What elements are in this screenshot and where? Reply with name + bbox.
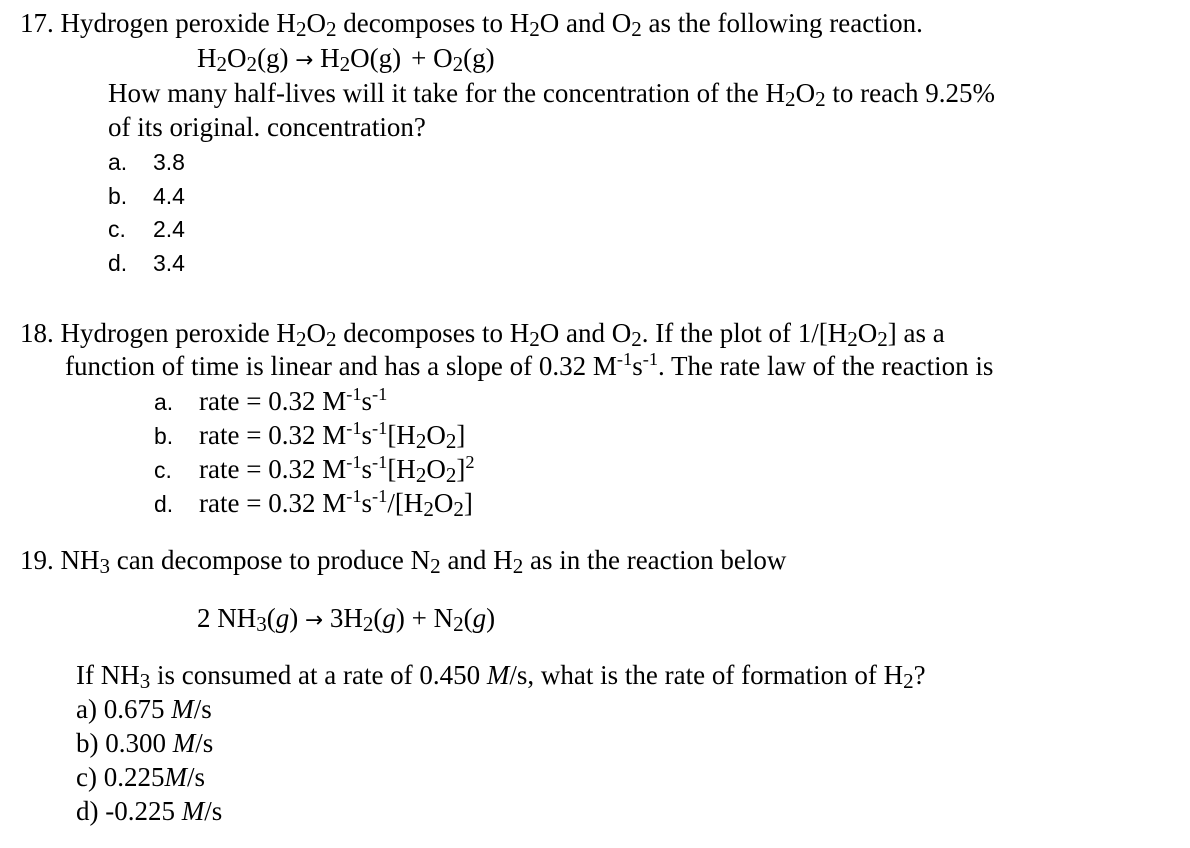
- q19-reaction-equation: 2 NH3(g) → 3H2(g) + N2(g): [197, 603, 496, 636]
- q17-option-a[interactable]: a. 3.8: [108, 149, 185, 175]
- q18-option-d[interactable]: d. rate = 0.32 $M^{-1}s^{-1}/[H2O2]$: [154, 485, 473, 521]
- q19-number: 19.: [20, 545, 54, 575]
- reaction-arrow-icon: →: [295, 48, 314, 73]
- q18-stem-line1: 18. Hydrogen peroxide H2O2 decomposes to H2O and O2. If the plot of 1/[H2O2] as a: [20, 318, 945, 351]
- q17-option-c[interactable]: c. 2.4: [108, 216, 185, 242]
- q19-stem-line1: 19. NH3 can decompose to produce N2 and H2 as in the reaction below: [20, 545, 787, 578]
- q17-option-d[interactable]: d. 3.4: [108, 250, 185, 276]
- q19-option-b[interactable]: b) 0.300 M/s: [76, 728, 214, 758]
- q19-prompt: If NH3 is consumed at a rate of 0.450 M/s, what is the rate of formation of H2?: [76, 660, 926, 693]
- q19-option-c[interactable]: c) 0.225M/s: [76, 762, 205, 792]
- q18-option-a[interactable]: a. rate = 0.32 $M^{-1}s^{-1}$: [154, 383, 388, 416]
- q17-prompt-line1: How many half-lives will it take for the concentration of the H2O2 to reach 9.25%: [108, 78, 996, 111]
- q18-option-c[interactable]: c. rate = 0.32 $M^{-1}s^{-1}[H2O2]^2$: [154, 451, 475, 487]
- q18-option-b[interactable]: b. rate = 0.32 $M^{-1}s^{-1}[H2O2]$: [154, 417, 466, 453]
- q18-number: 18.: [20, 318, 54, 348]
- q17-prompt-line2: of its original. concentration?: [108, 112, 426, 142]
- q19-option-a[interactable]: a) 0.675 M/s: [76, 694, 212, 724]
- q17-number: 17.: [20, 8, 54, 38]
- q18-stem-line2: function of time is linear and has a slope of 0.32 $M^{-1}s^{-1}$. The rate law of the reaction is: [65, 348, 994, 381]
- q17-stem-line1: 17. Hydrogen peroxide H2O2 decomposes to H2O and O2 as the following reaction.: [20, 8, 923, 41]
- reaction-arrow-icon: →: [305, 608, 324, 633]
- q19-option-d[interactable]: d) -0.225 M/s: [76, 796, 223, 826]
- q17-reaction-equation: H2O2(g) → H2O(g) + O2(g): [197, 43, 495, 76]
- q17-option-b[interactable]: b. 4.4: [108, 183, 185, 209]
